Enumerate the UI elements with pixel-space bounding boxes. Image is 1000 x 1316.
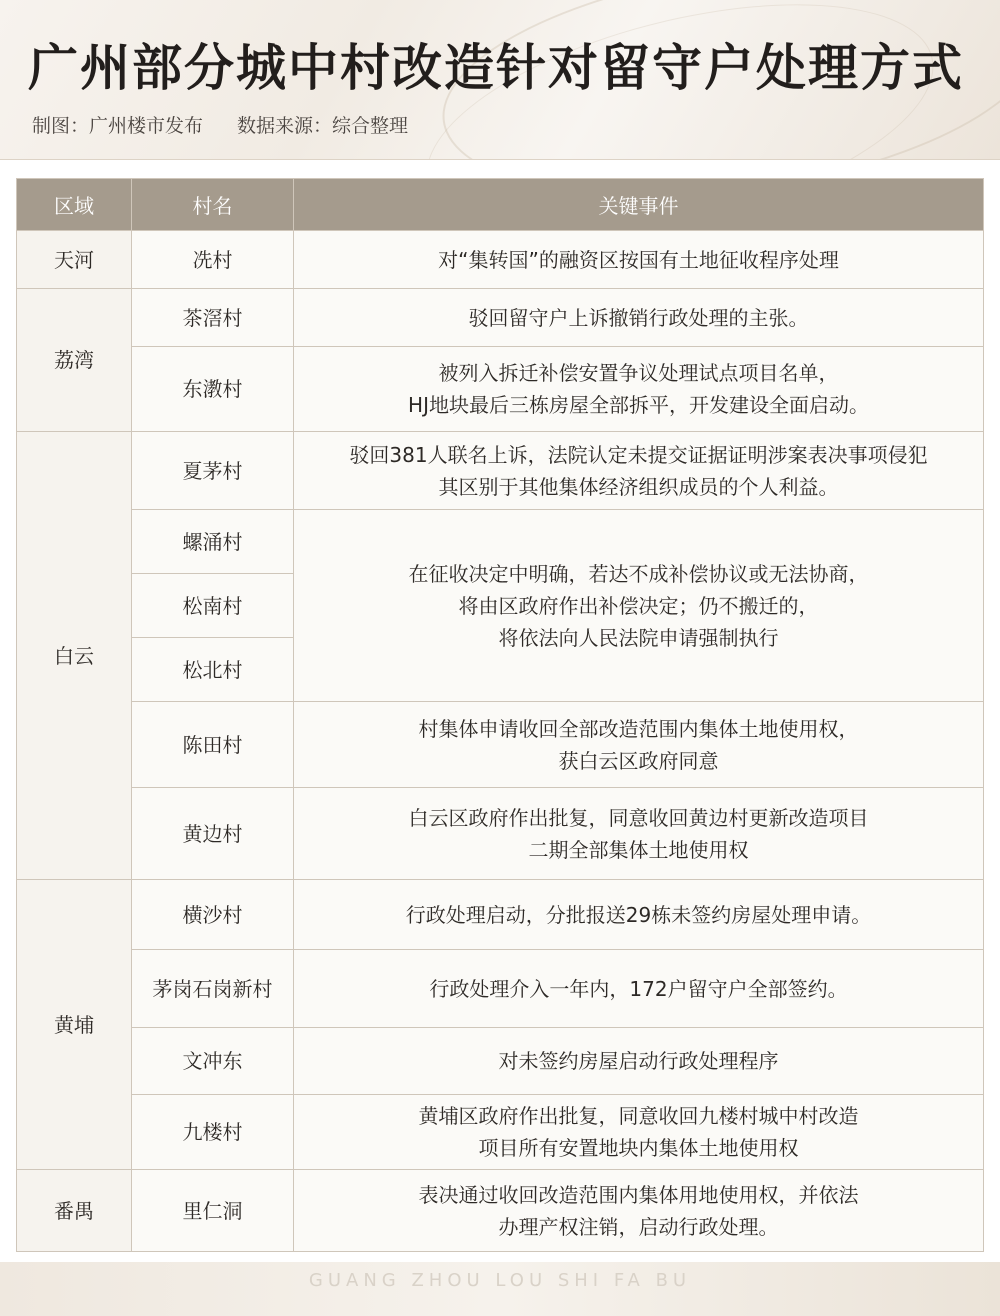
village-cell: 松南村 — [132, 574, 294, 638]
event-line: 表决通过收回改造范围内集体用地使用权，并依法 — [418, 1182, 859, 1207]
table-row — [17, 289, 984, 347]
event-line: 获白云区政府同意 — [558, 748, 719, 773]
village-cell: 螺涌村 — [132, 510, 294, 574]
village-cell: 文冲东 — [132, 1028, 294, 1095]
event-cell — [294, 231, 984, 289]
event-cell — [294, 1170, 984, 1252]
header — [0, 0, 1000, 160]
event-line: 二期全部集体土地使用权 — [528, 837, 749, 862]
event-line: 将依法向人民法院申请强制执行 — [498, 625, 779, 650]
event-line: 驳回381人联名上诉，法院认定未提交证据证明涉案表决事项侵犯 — [349, 442, 928, 467]
event-table — [16, 178, 984, 1252]
table-row — [17, 231, 984, 289]
event-cell — [294, 510, 984, 702]
event-cell — [294, 1095, 984, 1170]
district-cell: 白云 — [17, 432, 132, 880]
footer — [0, 1262, 1000, 1316]
event-line: 对“集转国”的融资区按国有土地征收程序处理 — [438, 247, 839, 272]
village-cell: 陈田村 — [132, 702, 294, 788]
event-cell — [294, 950, 984, 1028]
table-row — [17, 702, 984, 788]
event-line: 行政处理介入一年内，172户留守户全部签约。 — [429, 976, 848, 1001]
source-text: 数据来源：综合整理 — [237, 115, 409, 137]
table-row — [17, 1170, 984, 1252]
village-cell: 黄边村 — [132, 788, 294, 880]
table-row — [17, 1095, 984, 1170]
village-cell: 松北村 — [132, 638, 294, 702]
event-line: 村集体申请收回全部改造范围内集体土地使用权， — [418, 716, 859, 741]
table-row — [17, 1028, 984, 1095]
table-row — [17, 788, 984, 880]
column-header-village: 村名 — [132, 179, 294, 231]
column-header-event: 关键事件 — [294, 179, 984, 231]
event-cell — [294, 432, 984, 510]
table-row — [17, 880, 984, 950]
village-cell: 里仁洞 — [132, 1170, 294, 1252]
event-line: 在征收决定中明确，若达不成补偿协议或无法协商， — [408, 561, 869, 586]
event-line: 行政处理启动，分批报送29栋未签约房屋处理申请。 — [405, 902, 872, 927]
footer-watermark: GUANG ZHOU LOU SHI FA BU — [308, 1270, 692, 1291]
event-cell — [294, 347, 984, 432]
district-cell: 黄埔 — [17, 880, 132, 1170]
district-cell: 番禺 — [17, 1170, 132, 1252]
event-cell — [294, 702, 984, 788]
event-line: 将由区政府作出补偿决定；仍不搬迁的， — [458, 593, 819, 618]
page-title: 广州部分城中村改造针对留守户处理方式 — [28, 39, 964, 97]
event-cell — [294, 289, 984, 347]
event-line: 白云区政府作出批复，同意收回黄边村更新改造项目 — [408, 805, 869, 830]
village-cell: 横沙村 — [132, 880, 294, 950]
event-cell — [294, 1028, 984, 1095]
table-row — [17, 510, 984, 574]
credit-text: 制图：广州楼市发布 — [32, 115, 204, 137]
village-cell: 东漖村 — [132, 347, 294, 432]
event-line: 黄埔区政府作出批复，同意收回九楼村城中村改造 — [418, 1104, 859, 1128]
table-header-row — [17, 179, 984, 231]
village-cell: 冼村 — [132, 231, 294, 289]
event-line: 办理产权注销，启动行政处理。 — [498, 1214, 779, 1239]
village-cell: 九楼村 — [132, 1095, 294, 1170]
credit-line — [32, 111, 408, 138]
table-row — [17, 432, 984, 510]
column-header-district: 区域 — [17, 179, 132, 231]
event-line: HJ地块最后三栋房屋全部拆平，开发建设全面启动。 — [408, 393, 869, 417]
event-line: 其区别于其他集体经济组织成员的个人利益。 — [438, 474, 839, 499]
village-cell: 夏茅村 — [132, 432, 294, 510]
table-row — [17, 950, 984, 1028]
table-row — [17, 347, 984, 432]
village-cell: 茅岗石岗新村 — [132, 950, 294, 1028]
event-cell — [294, 788, 984, 880]
village-cell: 茶滘村 — [132, 289, 294, 347]
event-line: 对未签约房屋启动行政处理程序 — [498, 1049, 779, 1073]
district-cell: 天河 — [17, 231, 132, 289]
event-line: 项目所有安置地块内集体土地使用权 — [478, 1136, 799, 1160]
district-cell: 荔湾 — [17, 289, 132, 432]
event-cell — [294, 880, 984, 950]
event-line: 被列入拆迁补偿安置争议处理试点项目名单， — [438, 361, 839, 385]
event-line: 驳回留守户上诉撤销行政处理的主张。 — [468, 305, 809, 330]
